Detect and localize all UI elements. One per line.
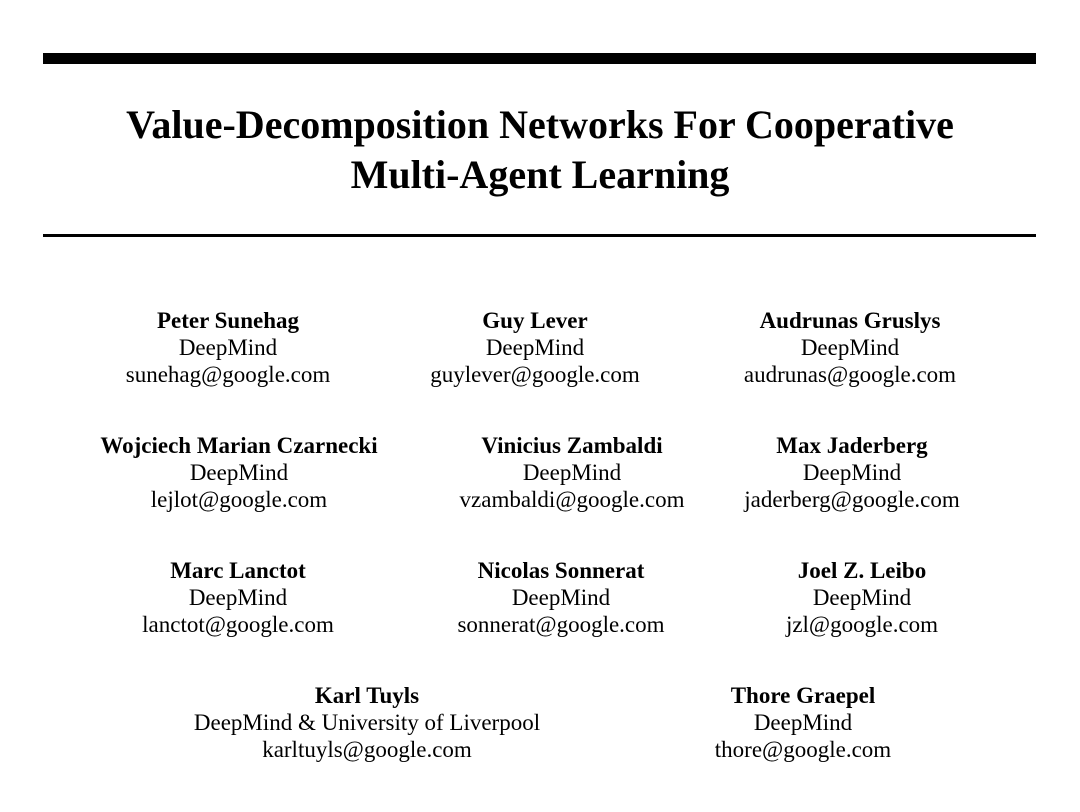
author-name: Thore Graepel: [730, 683, 876, 708]
author-name: Joel Z. Leibo: [797, 558, 927, 583]
author-affiliation: DeepMind: [485, 335, 585, 360]
author-affiliation: DeepMind: [178, 335, 278, 360]
paper-title-line-1: Value-Decomposition Networks For Cooperative: [126, 102, 954, 147]
author-affiliation: DeepMind: [802, 460, 902, 485]
author-block: [632, 432, 1072, 513]
author-name: Wojciech Marian Czarnecki: [100, 433, 378, 458]
paper-title-line-2: Multi-Agent Learning: [350, 152, 730, 197]
author-name: Marc Lanctot: [170, 558, 306, 583]
author-name: Max Jaderberg: [776, 433, 928, 458]
author-affiliation: DeepMind: [188, 585, 288, 610]
author-block: [642, 557, 1080, 638]
author-name: Peter Sunehag: [156, 308, 300, 333]
author-affiliation: DeepMind: [522, 460, 622, 485]
author-name: Karl Tuyls: [314, 683, 420, 708]
author-email: jzl@google.com: [785, 612, 939, 637]
author-affiliation: DeepMind: [189, 460, 289, 485]
author-affiliation: DeepMind: [812, 585, 912, 610]
author-email: lanctot@google.com: [142, 612, 334, 637]
author-name: Audrunas Gruslys: [759, 308, 941, 333]
author-name: Guy Lever: [482, 308, 588, 333]
author-email: audrunas@google.com: [743, 362, 957, 387]
author-email: jaderberg@google.com: [744, 487, 960, 512]
author-affiliation: DeepMind & University of Liverpool: [193, 710, 541, 735]
author-affiliation: DeepMind: [511, 585, 611, 610]
author-email: sunehag@google.com: [125, 362, 331, 387]
author-email: karltuyls@google.com: [262, 737, 472, 762]
author-email: guylever@google.com: [430, 362, 640, 387]
top-rule: [43, 53, 1036, 64]
author-block: [630, 307, 1070, 388]
author-affiliation: DeepMind: [800, 335, 900, 360]
author-name: Vinicius Zambaldi: [481, 433, 663, 458]
author-name: Nicolas Sonnerat: [477, 558, 645, 583]
paper-title: [0, 100, 1080, 200]
bottom-rule: [43, 234, 1036, 237]
author-email: thore@google.com: [714, 737, 892, 762]
author-affiliation: DeepMind: [753, 710, 853, 735]
author-email: lejlot@google.com: [150, 487, 328, 512]
author-block: [147, 682, 587, 763]
author-email: sonnerat@google.com: [457, 612, 665, 637]
author-block: [583, 682, 1023, 763]
author-email: vzambaldi@google.com: [459, 487, 685, 512]
